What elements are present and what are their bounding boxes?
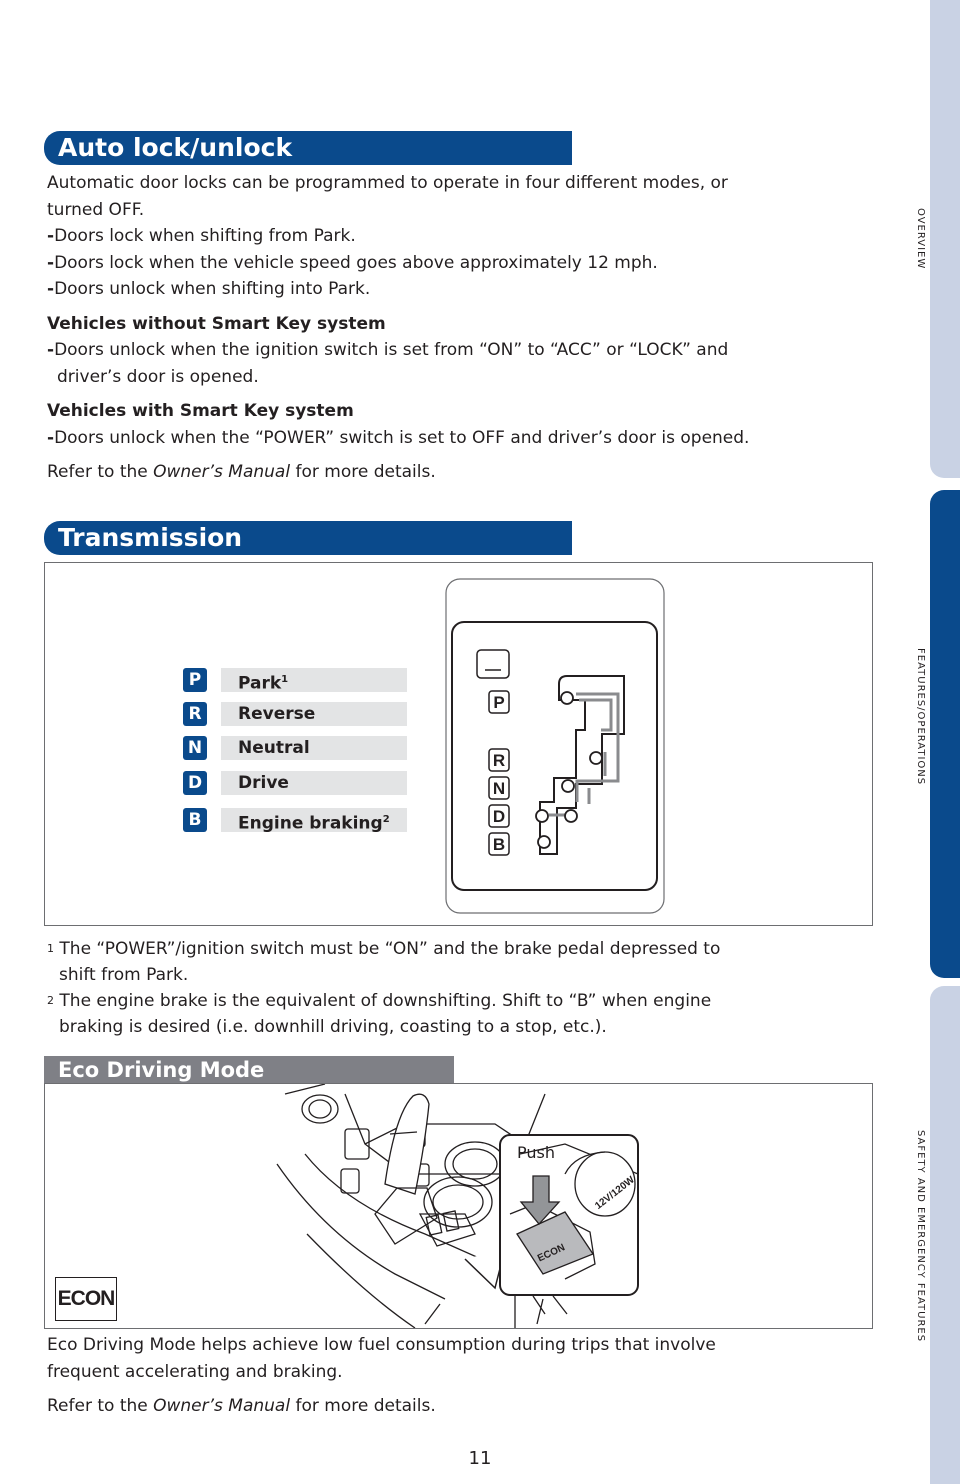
bullet-text: Doors lock when shifting from Park. — [54, 226, 356, 246]
shift-gate-diagram — [44, 562, 874, 924]
with-smart-key-line-1 — [47, 425, 887, 452]
footnote-1-text-a: The “POWER”/ignition switch must be “ON” and the brake pedal depressed to — [59, 939, 721, 959]
legend-label-text: Neutral — [238, 738, 310, 758]
tab-features-operations[interactable] — [930, 490, 960, 978]
eco-refer — [47, 1393, 887, 1420]
section-title-auto-lock: Auto lock/unlock — [44, 131, 572, 165]
transmission-figure — [44, 562, 873, 926]
legend-badge: R — [183, 702, 207, 726]
gate-pos-d2 — [536, 810, 548, 822]
auto-lock-bullet-3 — [47, 276, 887, 303]
legend-footnote-marker: 1 — [281, 674, 289, 685]
without-smart-key-heading: Vehicles without Smart Key system — [47, 313, 386, 334]
refer-post: for more details. — [290, 462, 436, 482]
owners-manual-ref: Owner’s Manual — [153, 462, 291, 482]
owners-manual-ref: Owner’s Manual — [153, 1396, 291, 1416]
gate-letter: R — [492, 751, 506, 770]
eco-figure — [44, 1083, 873, 1329]
auto-lock-intro-line-1: Automatic door locks can be programmed to operate in four different modes, or — [47, 173, 728, 193]
footnote-2-number: 2 — [47, 994, 54, 1007]
without-smart-key-line-2: driver’s door is opened. — [57, 366, 259, 387]
dash: - — [47, 427, 55, 448]
side-label-features: FEATURES/OPERATIONS — [915, 648, 926, 786]
legend-badge: P — [183, 668, 207, 692]
gate-pos-b — [538, 836, 550, 848]
dash: - — [47, 226, 55, 246]
refer-pre: Refer to the — [47, 1396, 154, 1416]
econ-button-icon — [55, 1277, 117, 1321]
footnote-1 — [47, 936, 887, 962]
dash: - — [47, 279, 55, 299]
dash: - — [47, 340, 55, 360]
legend-badge: D — [183, 771, 207, 795]
auto-lock-refer — [47, 459, 887, 486]
legend-label-text: Engine braking — [238, 813, 383, 834]
dash: - — [47, 252, 55, 273]
gate-letter: D — [492, 807, 506, 826]
footnote-1-number: 1 — [47, 942, 54, 955]
footnote-2 — [47, 988, 887, 1014]
transmission-footnotes — [47, 936, 887, 1040]
legend-label-text: Park — [238, 673, 282, 694]
econ-button-label: ECON — [57, 1287, 115, 1310]
tab-overview[interactable] — [930, 0, 960, 478]
without-smart-key-line-1 — [47, 337, 887, 364]
eco-desc-line-1: Eco Driving Mode helps achieve low fuel consumption during trips that involve — [47, 1335, 716, 1355]
refer-post: for more details. — [290, 1396, 436, 1416]
legend-badge: B — [183, 808, 207, 832]
push-label: Push — [517, 1143, 555, 1162]
gate-letter: B — [492, 835, 506, 854]
bullet-text: Doors unlock when the ignition switch is set from “ON” to “ACC” or “LOCK” and — [54, 340, 729, 360]
section-title-transmission: Transmission — [44, 521, 572, 555]
econ-switch-label: ECON — [535, 1242, 567, 1265]
bullet-text: Doors unlock when shifting into Park. — [54, 279, 371, 299]
console-illustration — [45, 1084, 872, 1328]
legend-badge: N — [183, 736, 207, 760]
gate-letter: N — [492, 779, 506, 798]
legend-label-text: Drive — [238, 773, 289, 793]
footnote-2-text-a: The engine brake is the equivalent of downshifting. Shift to “B” when engine — [59, 991, 712, 1011]
eco-desc-line-2: frequent accelerating and braking. — [47, 1361, 343, 1382]
gate-pos-n — [562, 780, 574, 792]
legend-footnote-marker: 2 — [382, 814, 390, 825]
gate-pos-p — [561, 692, 573, 704]
legend-label-text: Reverse — [238, 704, 316, 724]
footnote-1-text-b: shift from Park. — [59, 965, 189, 985]
with-smart-key-heading: Vehicles with Smart Key system — [47, 401, 354, 421]
socket-label: 12V/120W — [593, 1174, 637, 1212]
tab-safety-emergency[interactable] — [930, 986, 960, 1484]
bullet-text: Doors unlock when the “POWER” switch is set to OFF and driver’s door is opened. — [54, 427, 750, 448]
auto-lock-intro-line-2: turned OFF. — [47, 199, 145, 220]
park-button-icon — [477, 650, 509, 678]
gate-pos-r — [590, 752, 602, 764]
page-number: 11 — [468, 1448, 492, 1469]
auto-lock-bullet-2 — [47, 250, 887, 277]
gate-letter: P — [493, 693, 505, 712]
auto-lock-body — [47, 170, 887, 486]
refer-pre: Refer to the — [47, 462, 154, 482]
section-title-eco: Eco Driving Mode — [44, 1056, 454, 1084]
auto-lock-bullet-1 — [47, 223, 887, 250]
side-label-safety: SAFETY AND EMERGENCY FEATURES — [915, 1130, 926, 1343]
footnote-2-text-b: braking is desired (i.e. downhill driving, coasting to a stop, etc.). — [59, 1017, 607, 1037]
eco-body — [47, 1332, 887, 1420]
bullet-text: Doors lock when the vehicle speed goes above approximately 12 mph. — [54, 252, 658, 273]
gate-pos-d — [565, 810, 577, 822]
side-label-overview: OVERVIEW — [915, 208, 926, 270]
